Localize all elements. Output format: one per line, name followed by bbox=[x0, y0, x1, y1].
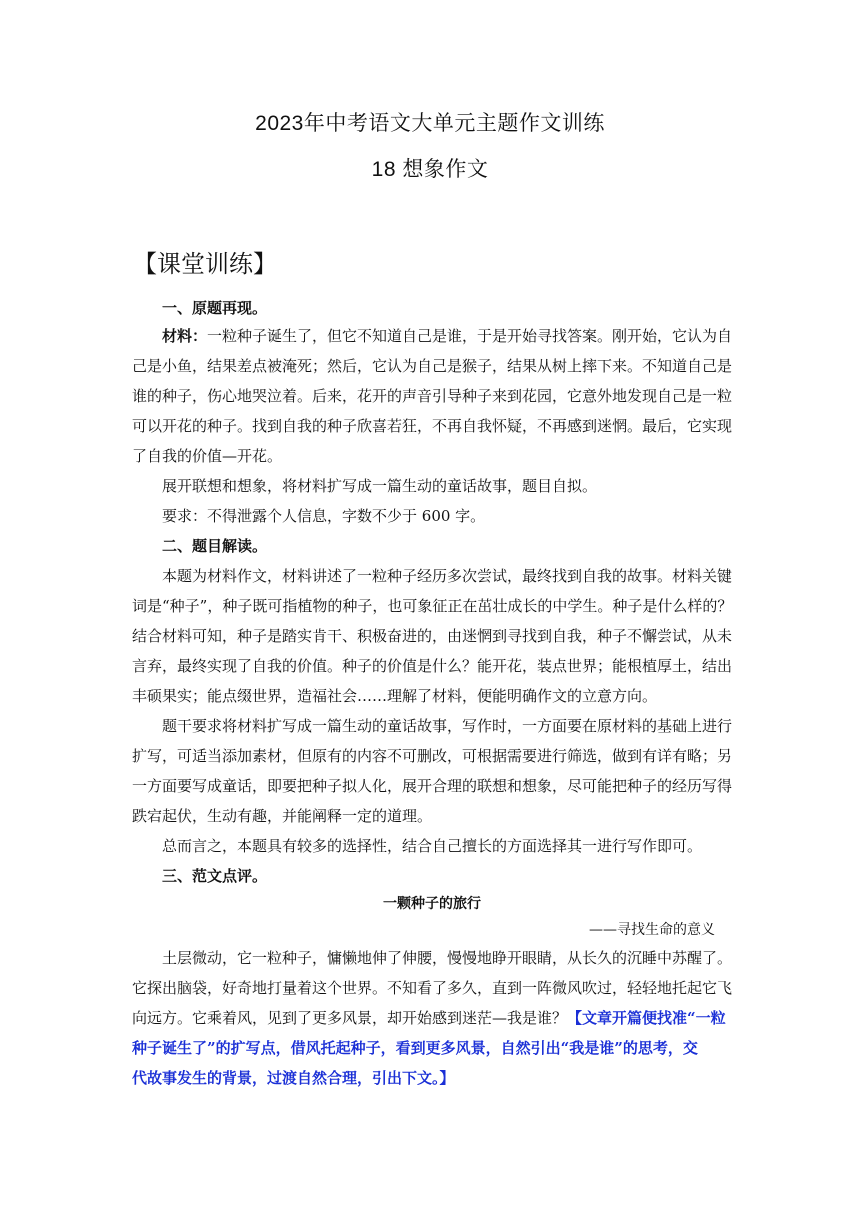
analysis-summary: 总而言之，本题具有较多的选择性，结合自己擅长的方面选择其一进行写作即可。 bbox=[162, 837, 703, 855]
analysis-line: 结合材料可知，种子是踏实肯干、积极奋进的，由迷惘到寻找到自我，种子不懈尝试，从未 bbox=[132, 627, 733, 645]
essay-subtitle: ——寻找生命的意义 bbox=[589, 922, 715, 938]
material-line: 可以开花的种子。找到自我的种子欣喜若狂，不再自我怀疑，不再感到迷惘。最后，它实现 bbox=[132, 417, 733, 435]
document-subtitle: 18 想象作文 bbox=[371, 158, 489, 181]
essay-comment: 代故事发生的背景，过渡自然合理，引出下文。】 bbox=[132, 1069, 455, 1087]
essay-line: 土层微动，它一粒种子，慵懒地伸了伸腰，慢慢地睁开眼睛，从长久的沉睡中苏醒了。 bbox=[162, 949, 733, 967]
part2-heading: 二、题目解读。 bbox=[162, 537, 268, 555]
analysis-line: 扩写，可适当添加素材，但原有的内容不可删改，可根据需要进行筛选，做到有详有略；另 bbox=[132, 747, 733, 765]
analysis-line: 题干要求将材料扩写成一篇生动的童话故事，写作时，一方面要在原材料的基础上进行 bbox=[162, 717, 733, 735]
section-heading: 【课堂训练】 bbox=[133, 250, 277, 278]
part3-heading: 三、范文点评。 bbox=[162, 867, 268, 885]
analysis-line: 言弃，最终实现了自我的价值。种子的价值是什么？能开花，装点世界；能根植厚土，结出 bbox=[132, 657, 733, 675]
material-text: 一粒种子诞生了，但它不知道自己是谁，于是开始寻找答案。刚开始，它认为自 bbox=[207, 327, 733, 345]
analysis-line: 跌宕起伏，生动有趣，并能阐释一定的道理。 bbox=[132, 807, 433, 825]
essay-line: 它探出脑袋，好奇地打量着这个世界。不知看了多久，直到一阵微风吹过，轻轻地托起它飞 bbox=[132, 979, 733, 997]
material-line: 己是小鱼，结果差点被淹死；然后，它认为自己是猴子，结果从树上摔下来。不知道自己是 bbox=[132, 357, 733, 375]
analysis-line: 本题为材料作文，材料讲述了一粒种子经历多次尝试，最终找到自我的故事。材料关键 bbox=[162, 567, 733, 585]
essay-text: 向远方。它乘着风，见到了更多风景，却开始感到迷茫—我是谁？ bbox=[132, 1009, 568, 1027]
material-label: 材料： bbox=[162, 327, 208, 345]
essay-title: 一颗种子的旅行 bbox=[383, 896, 481, 912]
document-title: 2023年中考语文大单元主题作文训练 bbox=[255, 112, 605, 135]
essay-comment: 种子诞生了”的扩写点，借风托起种子，看到更多风景，自然引出“我是谁”的思考，交 bbox=[132, 1039, 698, 1057]
essay-comment: 【文章开篇便找准“一粒 bbox=[567, 1009, 726, 1027]
requirement-text: 要求：不得泄露个人信息，字数不少于 600 字。 bbox=[162, 507, 486, 525]
essay-line bbox=[132, 1008, 732, 1028]
analysis-line: 词是“种子”，种子既可指植物的种子，也可象征正在茁壮成长的中学生。种子是什么样的？ bbox=[132, 597, 733, 615]
analysis-line: 一方面要写成童话，即要把种子拟人化，展开合理的联想和想象，尽可能把种子的经历写得 bbox=[132, 777, 733, 795]
material-line: 谁的种子，伤心地哭泣着。后来，花开的声音引导种子来到花园，它意外地发现自己是一粒 bbox=[132, 387, 733, 405]
task-text: 展开联想和想象，将材料扩写成一篇生动的童话故事，题目自拟。 bbox=[162, 477, 598, 495]
part1-heading: 一、原题再现。 bbox=[162, 299, 268, 317]
material-line: 了自我的价值—开花。 bbox=[132, 447, 283, 465]
analysis-line: 丰硕果实；能点缀世界，造福社会……理解了材料，便能明确作文的立意方向。 bbox=[132, 687, 658, 705]
material-line bbox=[162, 326, 732, 346]
